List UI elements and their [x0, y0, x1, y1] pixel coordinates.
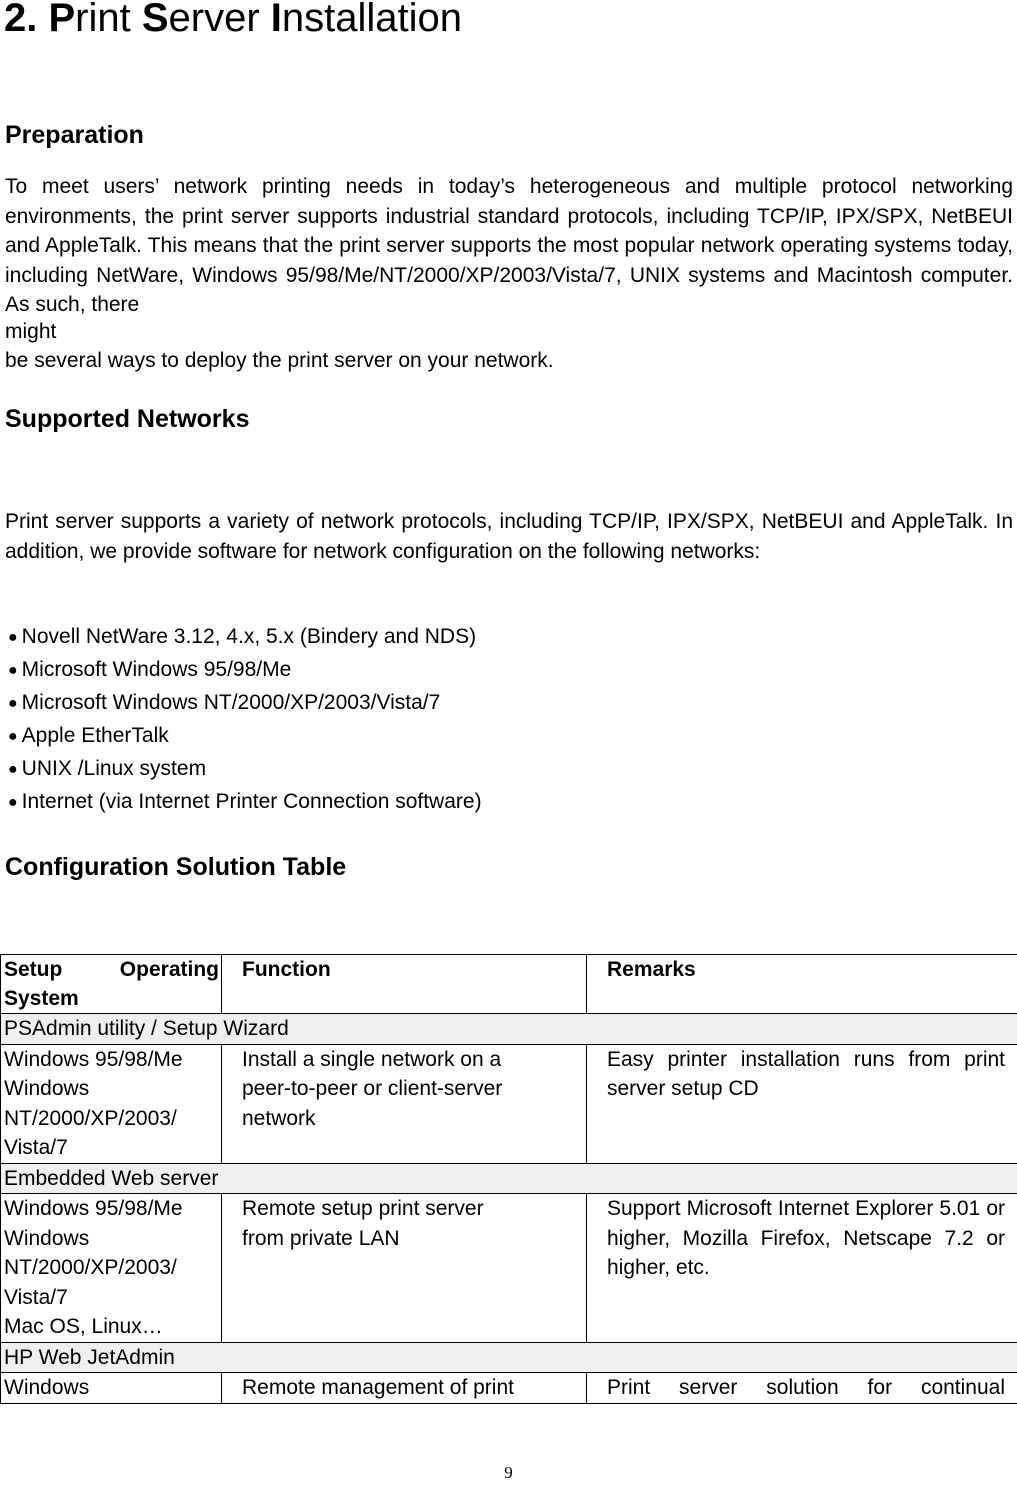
config-table-heading: Configuration Solution Table	[5, 853, 347, 881]
cell-os: Windows	[1, 1373, 222, 1404]
page-number: 9	[504, 1463, 513, 1482]
supported-networks-paragraph: Print server supports a variety of network protocols, including TCP/IP, IPX/SPX, NetBEUI and AppleTalk. In addition, we provide software for network configuration on the following networks:	[5, 510, 1013, 563]
header-setup-os: Setup Operating System	[1, 955, 222, 1014]
table-row	[1, 1373, 1017, 1404]
group-row	[1, 1014, 1017, 1045]
header-remarks: Remarks	[587, 955, 1017, 1014]
cell-os: Windows 95/98/Me Windows NT/2000/XP/2003/ Vista/7	[1, 1044, 222, 1163]
preparation-line-might: might	[5, 320, 57, 343]
bullet-item: ● Apple EtherTalk	[8, 724, 169, 747]
group-row	[1, 1342, 1017, 1373]
bullet-item: ● Internet (via Internet Printer Connection software)	[8, 790, 482, 813]
group-title: PSAdmin utility / Setup Wizard	[1, 1014, 1017, 1045]
preparation-heading: Preparation	[5, 121, 144, 149]
group-title: Embedded Web server	[1, 1163, 1017, 1194]
cell-remarks: Easy printer installation runs from print server setup CD	[587, 1044, 1017, 1163]
bullet-item: ● Microsoft Windows NT/2000/XP/2003/Vista/7	[8, 691, 441, 714]
cell-function: Install a single network on a peer-to-peer or client-server network	[222, 1044, 587, 1163]
page-title: 2. Print Server Installation	[4, 0, 463, 40]
cell-os: Windows 95/98/Me Windows NT/2000/XP/2003/ Vista/7 Mac OS, Linux…	[1, 1194, 222, 1343]
table-row	[1, 1194, 1017, 1343]
bullet-item: ● Microsoft Windows 95/98/Me	[8, 658, 292, 681]
preparation-paragraph: To meet users’ network printing needs in today’s heterogeneous and multiple protocol networking environments, the print server supports industrial standard protocols, including TCP/IP, IPX/SPX, NetBEUI and AppleTalk. This means that the print server supports the most popular network operating systems today, including NetWare, Windows 95/98/Me/NT/2000/XP/2003/Vista/7, UNIX systems and Macintosh computer. As such, there	[5, 175, 1013, 316]
table-row	[1, 1044, 1017, 1163]
group-title: HP Web JetAdmin	[1, 1342, 1017, 1373]
group-row	[1, 1163, 1017, 1194]
cell-remarks: Support Microsoft Internet Explorer 5.01 or higher, Mozilla Firefox, Netscape 7.2 or higher, etc.	[587, 1194, 1017, 1343]
preparation-line-last: be several ways to deploy the print server on your network.	[5, 349, 554, 372]
header-function: Function	[222, 955, 587, 1014]
bullet-item: ● Novell NetWare 3.12, 4.x, 5.x (Bindery and NDS)	[8, 625, 477, 648]
cell-function: Remote management of print	[222, 1373, 587, 1404]
table-header-row	[1, 955, 1017, 1014]
cell-remarks: Print server solution for continual	[587, 1373, 1017, 1404]
configuration-solution-table	[0, 954, 1017, 1404]
cell-function: Remote setup print server from private LAN	[222, 1194, 587, 1343]
bullet-item: ● UNIX /Linux system	[8, 757, 207, 780]
supported-networks-heading: Supported Networks	[5, 405, 250, 433]
